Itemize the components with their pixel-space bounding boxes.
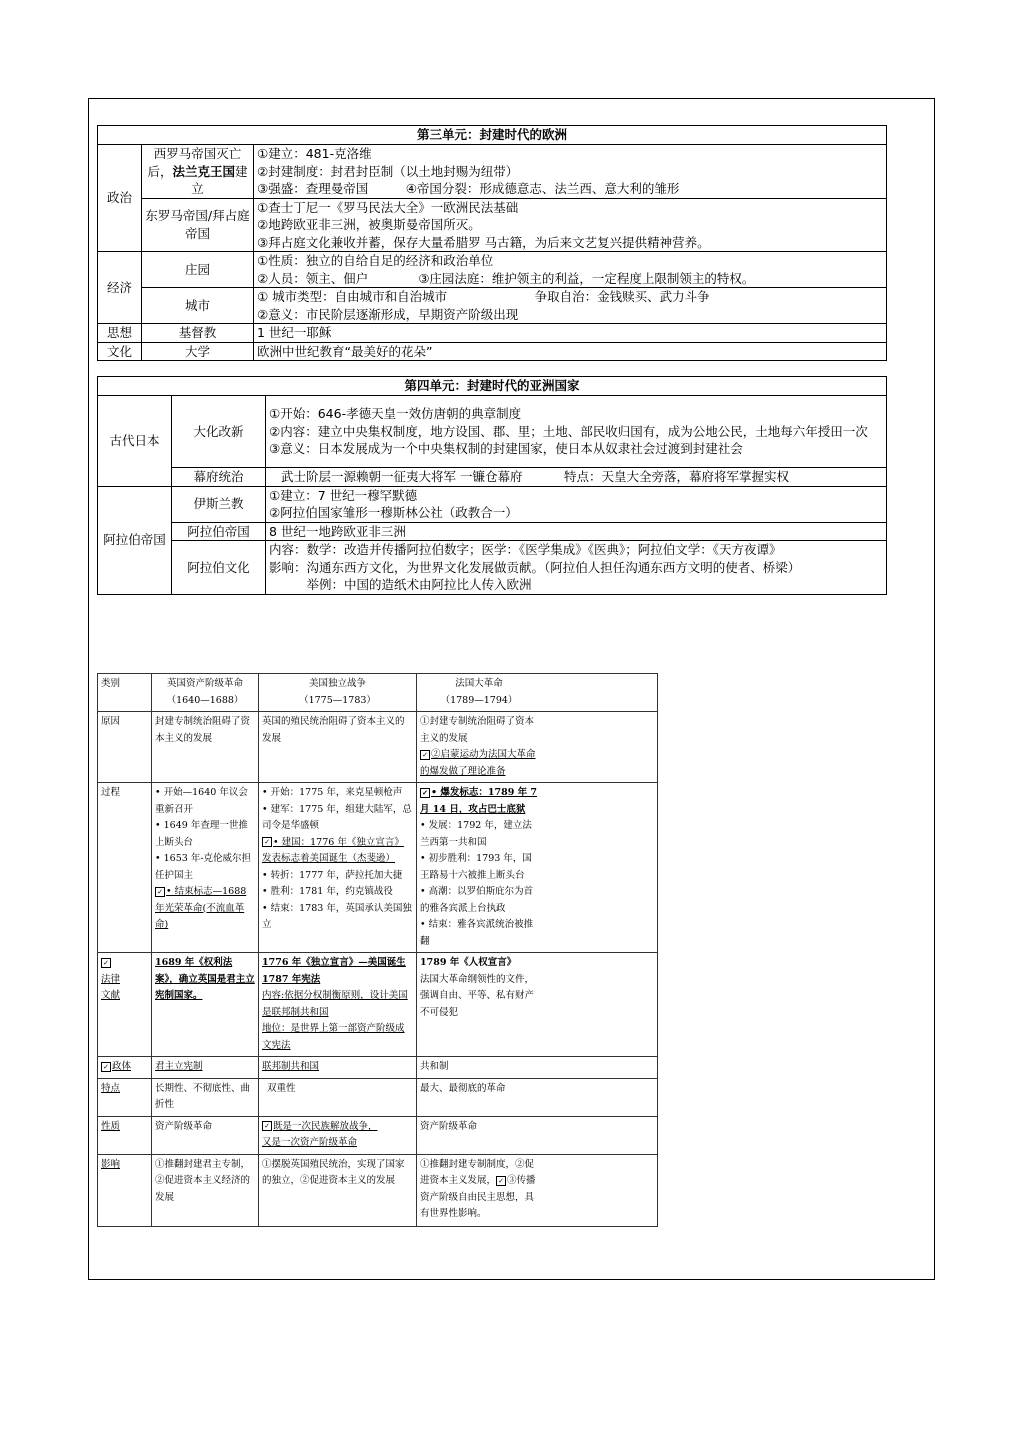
university-label: 大学 [142, 342, 254, 361]
row-process-label: 过程 [98, 783, 152, 953]
process-england [152, 783, 259, 953]
east-rome-line: ②地跨欧亚非三洲，被奥斯曼帝国所灭。 [257, 217, 481, 232]
header-france-years: （1789—1794） [440, 694, 518, 706]
check-icon: ✓ [262, 837, 272, 847]
taika-line: ③意义：日本发展成为一个中央集权制的封建国家，使日本从奴隶社会过渡到封建社会 [269, 441, 743, 457]
category-politics: 政治 [98, 145, 142, 252]
unit3-title: 第三单元：封建时代的欧洲 [98, 126, 887, 145]
city-line: ① 城市类型：自由城市和自治城市 争取自治：金钱赎买、武力斗争 [257, 289, 710, 304]
christianity-label: 基督教 [142, 324, 254, 343]
process-america-item: • 结束：1783 年，英国承认美国独立 [262, 902, 412, 930]
law-america [259, 953, 417, 1057]
process-france-item: • 发展：1792 年，建立法兰西第一共和国 [420, 820, 532, 848]
law-france-line: 法国大革命纲领性的文件，强调自由、平等、私有财产不可侵犯 [420, 973, 535, 1018]
row-trait-label: 特点 [98, 1078, 152, 1116]
manor-content [254, 252, 887, 288]
check-icon: ✓ [101, 955, 148, 972]
law-america-line: 地位：是世界上第一部资产阶级成文宪法 [262, 1023, 405, 1051]
header-france-name: 法国大革命 [455, 678, 503, 689]
row-law-label-1: 法律 [101, 973, 121, 985]
impact-france-a: ①推翻封建专制制度，②促进资本主义发展， [420, 1158, 535, 1186]
east-rome-line: ①查士丁尼一《罗马民法大全》一欧洲民法基础 [257, 199, 519, 215]
row-nature-label: 性质 [98, 1116, 152, 1154]
arab-empire-label: 阿拉伯帝国 [172, 522, 266, 541]
category-arab: 阿拉伯帝国 [98, 486, 172, 594]
east-rome-label: 东罗马帝国/拜占庭帝国 [142, 198, 254, 252]
cause-france-line: ①封建专制统治阻碍了资本主义的发展 [420, 716, 535, 744]
trait-america [259, 1078, 417, 1116]
nature-america [259, 1116, 417, 1154]
nature-america-line: 又是一次资产阶级革命 [262, 1137, 358, 1148]
revolution-comparison-table [97, 673, 658, 1227]
category-japan: 古代日本 [98, 396, 172, 487]
process-america-found [262, 835, 413, 868]
arab-culture-label: 阿拉伯文化 [172, 541, 266, 595]
impact-france-b: ③传播资产阶级自由民主思想，具有世界性影响。 [420, 1175, 536, 1219]
process-england-item: • 1649 年查理一世推上断头台 [155, 820, 248, 848]
row-law-label [98, 953, 152, 1057]
process-england-item: • 1653 年-克伦威尔担任护国主 [155, 853, 252, 881]
christianity-content: 1 世纪一耶稣 [254, 324, 887, 343]
process-france [417, 783, 658, 953]
west-rome-line: ②封建制度：封君封臣制（以土地封赐为纽带） [257, 163, 519, 179]
arab-culture-line: 内容：数学：改造并传播阿拉伯数字；医学：《医学集成》《医典》；阿拉伯文学：《天方夜谭》 [269, 542, 782, 557]
impact-france [417, 1154, 658, 1226]
nature-america-text: 既是一次民族解放战争， [273, 1120, 378, 1132]
process-england-end-text: • 结束标志—1688 年光荣革命(不流血革命) [155, 886, 247, 930]
trait-france: 最大、最彻底的革命 [417, 1078, 658, 1116]
impact-england: ①推翻封建君主专制，②促进资本主义经济的发展 [152, 1154, 259, 1226]
city-content [254, 288, 887, 324]
process-france-item: • 高潮：以罗伯斯庇尔为首的雅各宾派上台执政 [420, 886, 534, 914]
header-america [259, 674, 417, 712]
check-icon: ✓ [101, 1062, 111, 1072]
islam-line: ②阿拉伯国家雏形一穆斯林公社（政教合一） [269, 505, 518, 520]
row-cause-label: 原因 [98, 712, 152, 783]
check-icon: ✓ [420, 788, 430, 798]
unit3-table [97, 125, 887, 361]
west-rome-label-b: 法兰克王国 [172, 163, 235, 179]
impact-france-wrap [420, 1157, 538, 1223]
process-england-end [155, 884, 255, 934]
west-rome-label-a: 西罗马帝国灭亡后， [147, 146, 242, 179]
header-england [152, 674, 259, 712]
process-america-item: • 胜利：1781 年，约克镇战役 [262, 886, 393, 897]
trait-england: 长期性、不彻底性、曲折性 [152, 1078, 259, 1116]
west-rome-cell [142, 145, 254, 199]
revolution-comparison-crop [97, 673, 538, 1219]
nature-england: 资产阶级革命 [152, 1116, 259, 1154]
process-america [259, 783, 417, 953]
law-england: 1689 年《权利法案》，确立英国是君主立宪制国家。 [152, 953, 259, 1057]
process-france-start [420, 785, 538, 818]
process-america-item: • 转折：1777 年，萨拉托加大捷 [262, 869, 403, 881]
header-england-name: 英国资产阶级革命 [166, 678, 243, 689]
process-france-start-text: • 爆发标志：1789 年 7 月 14 日，攻占巴士底狱 [420, 787, 538, 815]
process-france-item: • 结束：雅各宾派统治被推翻 [420, 919, 534, 947]
process-america-item: • 建军：1775 年，组建大陆军，总司令是华盛顿 [262, 803, 412, 831]
taika-line: ②内容：建立中央集权制度，地方设国、郡、里；土地、部民收归国有，成为公地公民，土地每六年授田一次 [269, 423, 868, 439]
law-america-line: 内容:依据分权制衡原则，设计美国是联邦制共和国 [262, 990, 408, 1018]
cause-france-line [420, 747, 538, 780]
regime-america: 联邦制共和国 [259, 1057, 417, 1079]
university-content: 欧洲中世纪教育“最美好的花朵” [254, 342, 887, 361]
west-rome-line: ③强盛：查理曼帝国 ④帝国分裂：形成德意志、法兰西、意大利的雏形 [257, 181, 680, 196]
manor-line: ②人员：领主、佃户 ③庄园法庭：维护领主的利益，一定程度上限制领主的特权。 [257, 270, 755, 286]
west-rome-content [254, 145, 887, 199]
arab-empire-content: 8 世纪一地跨欧亚非三洲 [266, 522, 887, 541]
shogunate-content [266, 468, 887, 487]
islam-content [266, 486, 887, 522]
header-america-years: （1775—1783） [299, 694, 376, 706]
cause-france [417, 712, 658, 783]
header-category: 类别 [98, 674, 152, 712]
shogunate-label: 幕府统治 [172, 468, 266, 487]
manor-label: 庄园 [142, 252, 254, 288]
trait-america-text: 双重性 [267, 1082, 296, 1094]
process-france-item: • 初步胜利：1793 年，国王路易十六被推上断头台 [420, 853, 532, 881]
nature-america-line [262, 1119, 413, 1136]
east-rome-content [254, 198, 887, 252]
arab-culture-content [266, 541, 887, 595]
islam-line: ①建立：7 世纪一穆罕默德 [269, 487, 418, 503]
unit4-table [97, 376, 887, 595]
check-icon: ✓ [155, 887, 165, 897]
check-icon: ✓ [262, 1121, 272, 1131]
law-france [417, 953, 658, 1057]
cause-america: 英国的殖民统治阻碍了资本主义的发展 [259, 712, 417, 783]
city-label: 城市 [142, 288, 254, 324]
shogunate-line: 武士阶层一源赖朝一征夷大将军 一镰仓幕府 特点：天皇大全旁落，幕府将军掌握实权 [281, 469, 789, 484]
category-culture: 文化 [98, 342, 142, 361]
arab-culture-line: 举例：中国的造纸术由阿拉比人传入欧洲 [269, 577, 532, 592]
header-france [417, 674, 658, 712]
nature-france: 资产阶级革命 [417, 1116, 658, 1154]
west-rome-line: ①建立：481-克洛维 [257, 146, 372, 161]
category-thought: 思想 [98, 324, 142, 343]
process-england-item: • 开始—1640 年议会重新召开 [155, 787, 248, 815]
check-icon: ✓ [496, 1176, 506, 1186]
west-rome-label-c: 建立 [191, 163, 248, 196]
taika-label: 大化改新 [172, 396, 266, 468]
header-america-name: 美国独立战争 [308, 678, 366, 689]
taika-content [266, 396, 887, 468]
taika-line: ①开始：646-孝德天皇一效仿唐朝的典章制度 [269, 406, 522, 422]
east-rome-line: ③拜占庭文化兼收并蓄，保存大量希腊罗 马古籍，为后来文艺复兴提供精神营养。 [257, 234, 710, 250]
impact-america: ①摆脱英国殖民统治，实现了国家的独立，②促进资本主义的发展 [259, 1154, 417, 1226]
arab-culture-line: 影响：沟通东西方文化，为世界文化发展做贡献。（阿拉伯人担任沟通东西方文明的使者、桥梁） [269, 559, 801, 575]
cause-england: 封建专制统治阻碍了资本主义的发展 [152, 712, 259, 783]
city-line: ②意义：市民阶层逐渐形成，早期资产阶级出现 [257, 306, 519, 322]
law-france-line: 1789 年《人权宣言》 [420, 957, 517, 968]
row-impact-label: 影响 [98, 1154, 152, 1226]
cause-france-text: ②启蒙运动为法国大革命的爆发做了理论准备 [420, 749, 536, 777]
process-america-found-text: • 建国：1776 年《独立宣言》发表标志着美国诞生（杰斐逊） [262, 836, 404, 864]
regime-france: 共和制 [417, 1057, 658, 1079]
law-america-line: 1776 年《独立宣言》—美国诞生 [262, 957, 406, 968]
regime-england: 君主立宪制 [152, 1057, 259, 1079]
row-law-label-2: 文献 [101, 990, 121, 1001]
category-economy: 经济 [98, 252, 142, 324]
header-england-years: （1640—1688） [166, 694, 244, 706]
islam-label: 伊斯兰教 [172, 486, 266, 522]
unit4-title: 第四单元：封建时代的亚洲国家 [98, 377, 887, 396]
manor-line: ①性质：独立的自给自足的经济和政治单位 [257, 253, 494, 268]
process-america-item: • 开始：1775 年，来克星顿枪声 [262, 787, 403, 798]
row-regime-label [98, 1057, 152, 1079]
law-america-line: 1787 年宪法 [262, 973, 321, 985]
check-icon: ✓ [420, 750, 430, 760]
row-regime-text: 政体 [112, 1061, 132, 1072]
